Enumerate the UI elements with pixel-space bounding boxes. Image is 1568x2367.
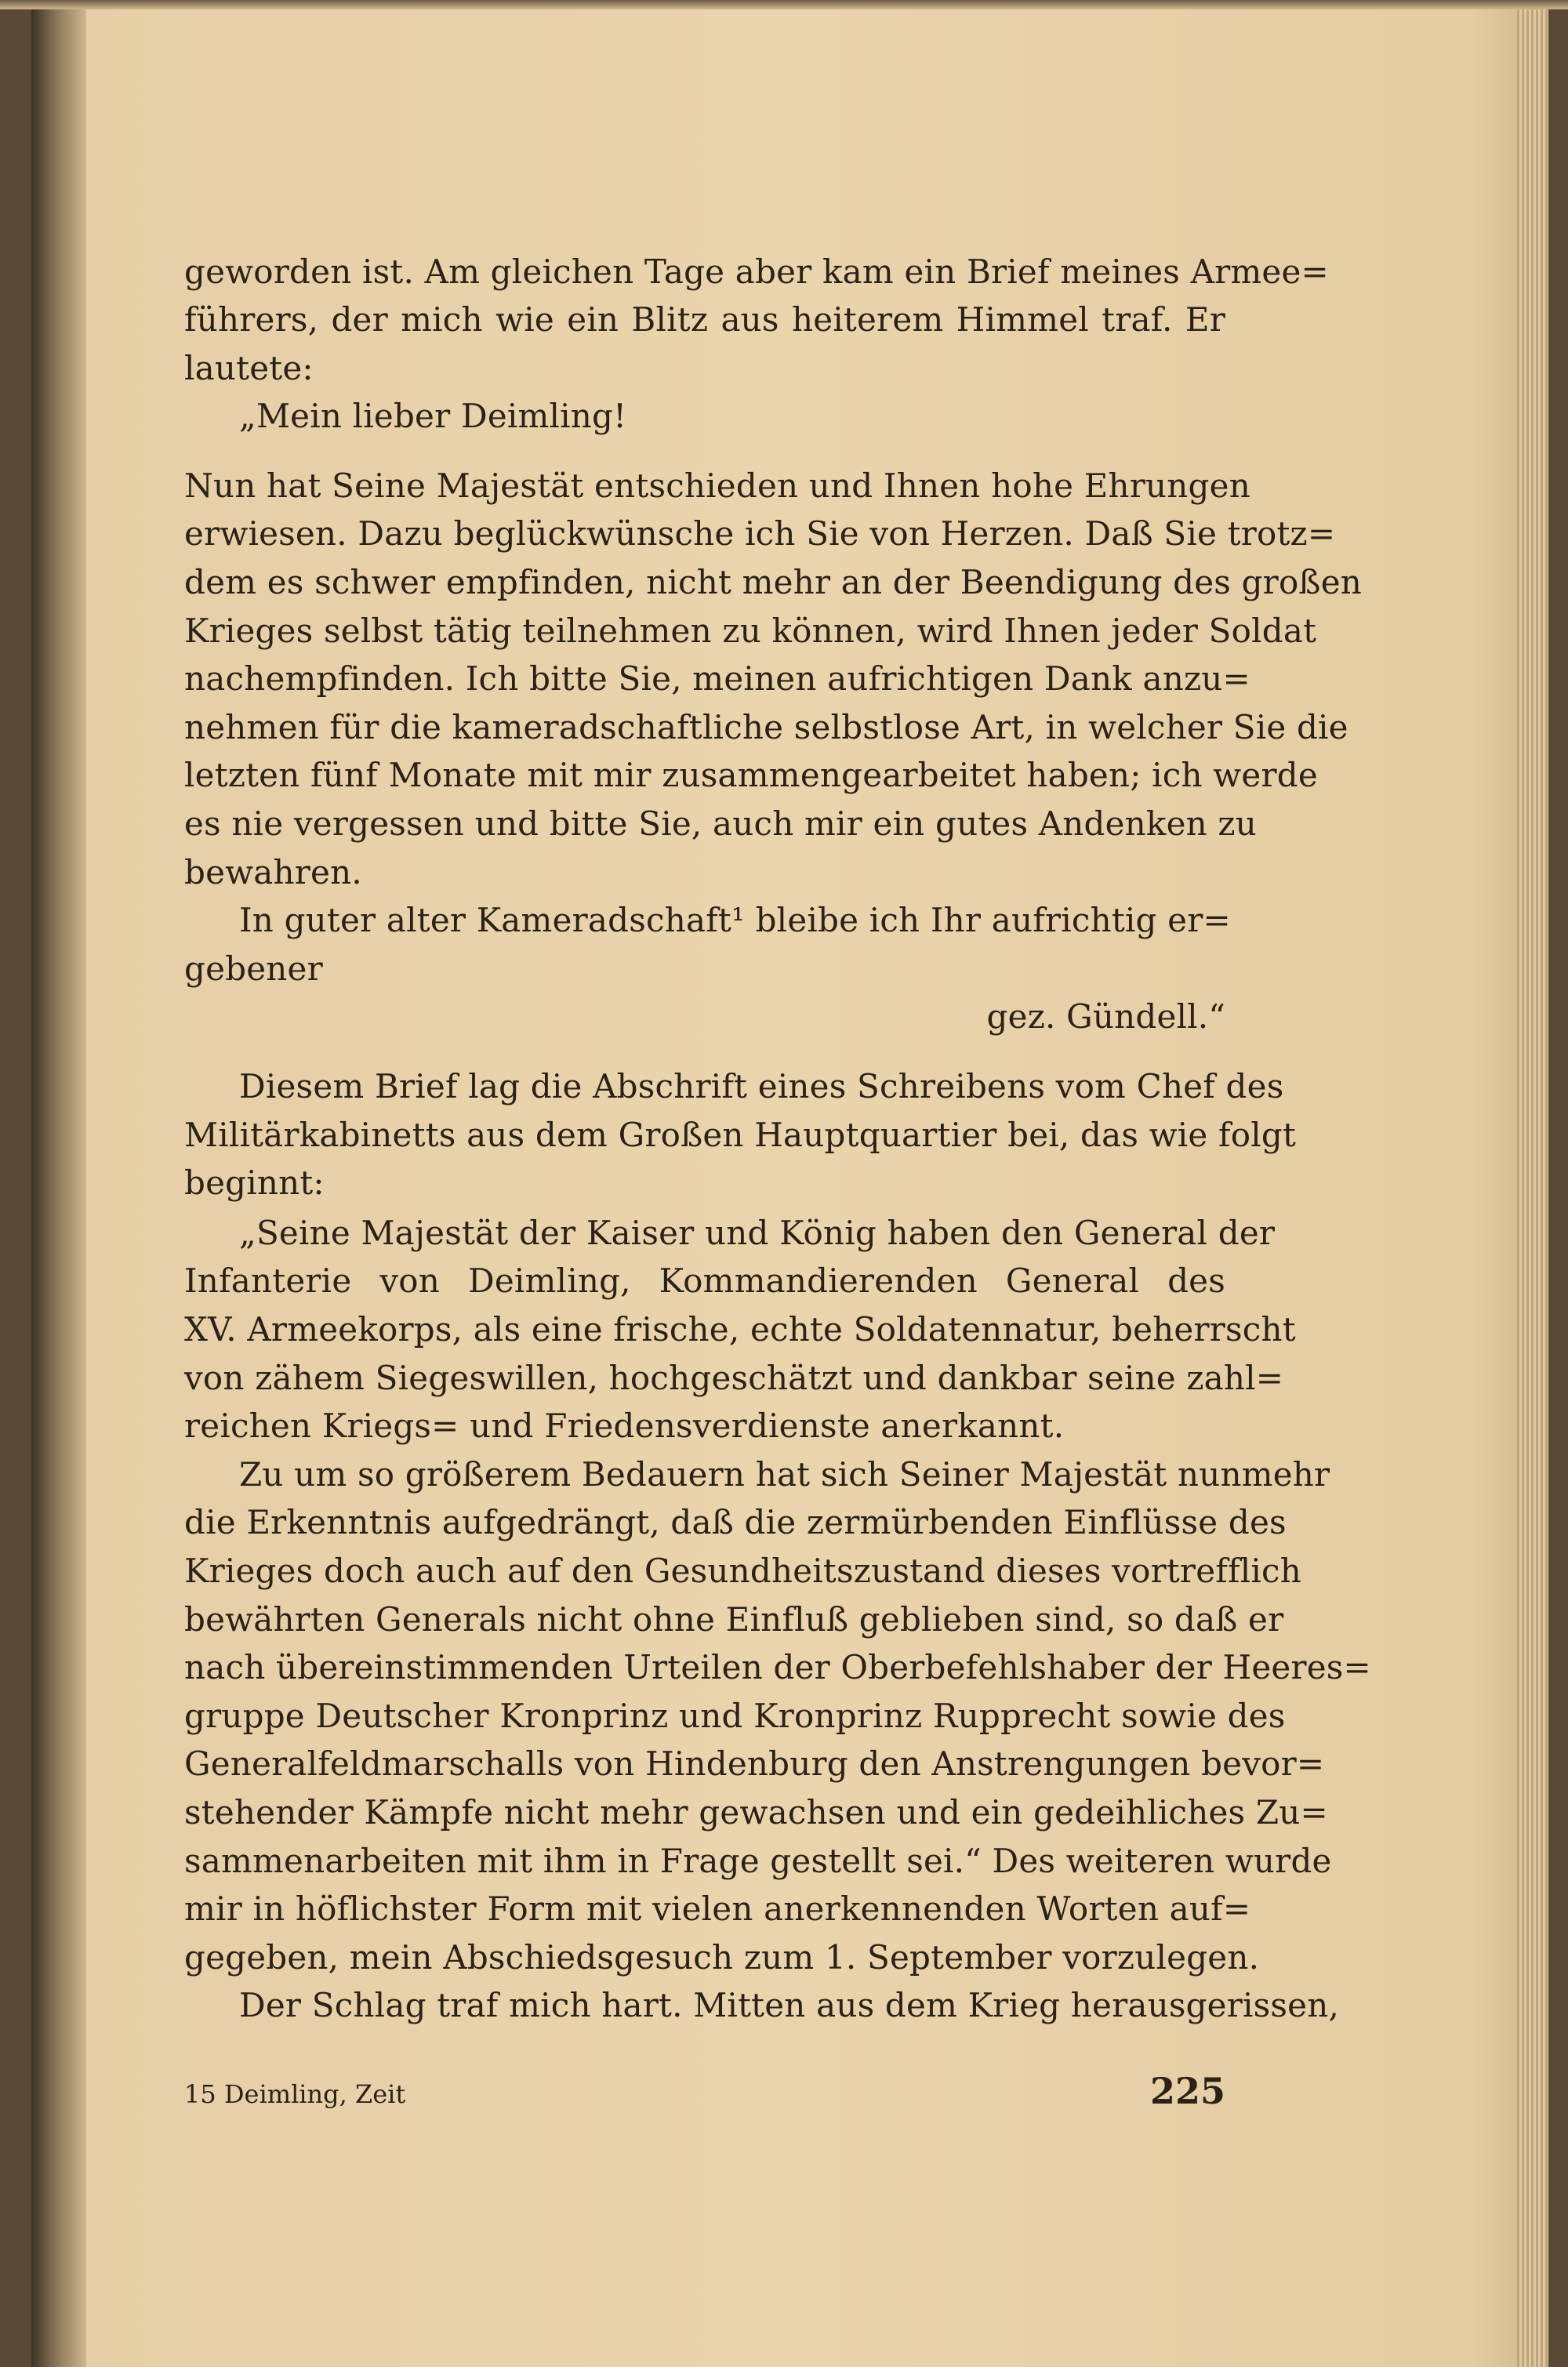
- text-line: erwiesen. Dazu beglückwünsche ich Sie von Herzen. Daß Sie trotz=: [184, 514, 1336, 554]
- text-line: nachempfinden. Ich bitte Sie, meinen aufrichtigen Dank anzu=: [184, 659, 1250, 699]
- text-line: sammenarbeiten mit ihm in Frage gestellt sei.“ Des weiteren wurde: [184, 1841, 1332, 1880]
- text-line: gruppe Deutscher Kronprinz und Kronprinz Rupprecht sowie des: [184, 1696, 1286, 1735]
- text-line: XV. Armeekorps, als eine frische, echte Soldatennatur, beherrscht: [184, 1309, 1296, 1349]
- text-line: die Erkenntnis aufgedrängt, daß die zermürbenden Einflüsse des: [184, 1503, 1287, 1542]
- text-line: „Mein lieber Deimling!: [239, 397, 627, 436]
- signature-mark: 15 Deimling, Zeit: [184, 2079, 406, 2109]
- text-line: lautete:: [184, 348, 314, 387]
- page-edges: [1517, 0, 1548, 2367]
- text-line: Zu um so größerem Bedauern hat sich Seiner Majestät nunmehr: [239, 1454, 1330, 1494]
- book-binding: [31, 0, 86, 2367]
- text-line: von zähem Siegeswillen, hochgeschätzt und dankbar seine zahl=: [184, 1358, 1284, 1397]
- text-line: Krieges doch auch auf den Gesundheitszustand dieses vortrefflich: [184, 1551, 1301, 1590]
- text-line: gebener: [184, 949, 323, 988]
- text-line: Generalfeldmarschalls von Hindenburg den Anstrengungen bevor=: [184, 1744, 1325, 1784]
- text-line: Militärkabinetts aus dem Großen Hauptquartier bei, das wie folgt: [184, 1115, 1297, 1154]
- text-line: führers, der mich wie ein Blitz aus heiterem Himmel traf. Er: [184, 300, 1225, 339]
- text-line: geworden ist. Am gleichen Tage aber kam ein Brief meines Armee=: [184, 252, 1329, 291]
- text-line: beginnt:: [184, 1164, 325, 1203]
- text-line: „Seine Majestät der Kaiser und König haben den General der: [239, 1213, 1276, 1252]
- text-line: Der Schlag traf mich hart. Mitten aus dem Krieg herausgerissen,: [239, 1986, 1340, 2025]
- text-line: bewahren.: [184, 852, 362, 891]
- text-line: reichen Kriegs= und Friedensverdienste anerkannt.: [184, 1407, 1065, 1446]
- text-line: gez. Gündell.“: [986, 997, 1225, 1036]
- text-line: es nie vergessen und bitte Sie, auch mir ein gutes Andenken zu: [184, 804, 1258, 844]
- text-line: nehmen für die kameradschaftliche selbstlose Art, in welcher Sie die: [184, 707, 1348, 746]
- text-line: stehender Kämpfe nicht mehr gewachsen und ein gedeihliches Zu=: [184, 1792, 1328, 1832]
- text-line: Diesem Brief lag die Abschrift eines Schreibens vom Chef des: [239, 1067, 1284, 1105]
- text-line: Krieges selbst tätig teilnehmen zu können, wird Ihnen jeder Soldat: [184, 611, 1317, 650]
- page-number: 225: [1149, 2070, 1225, 2112]
- text-line: Infanterie von Deimling, Kommandierenden General des: [184, 1262, 1225, 1301]
- page-top-edge: [0, 0, 1568, 9]
- text-line: gegeben, mein Abschiedsgesuch zum 1. September vorzulegen.: [184, 1937, 1260, 1977]
- text-line: Nun hat Seine Majestät entschieden und Ihnen hohe Ehrungen: [184, 466, 1250, 505]
- text-line: mir in höflichster Form mit vielen anerkennenden Worten auf=: [184, 1890, 1251, 1929]
- text-line: letzten fünf Monate mit mir zusammengearbeitet haben; ich werde: [184, 756, 1318, 795]
- text-line: bewährten Generals nicht ohne Einfluß geblieben sind, so daß er: [184, 1599, 1284, 1639]
- text-line: In guter alter Kameradschaft¹ bleibe ich Ihr aufrichtig er=: [239, 901, 1231, 940]
- text-line: dem es schwer empfinden, nicht mehr an der Beendigung des großen: [184, 563, 1362, 602]
- text-line: nach übereinstimmenden Urteilen der Oberbefehlshaber der Heeres=: [184, 1648, 1371, 1687]
